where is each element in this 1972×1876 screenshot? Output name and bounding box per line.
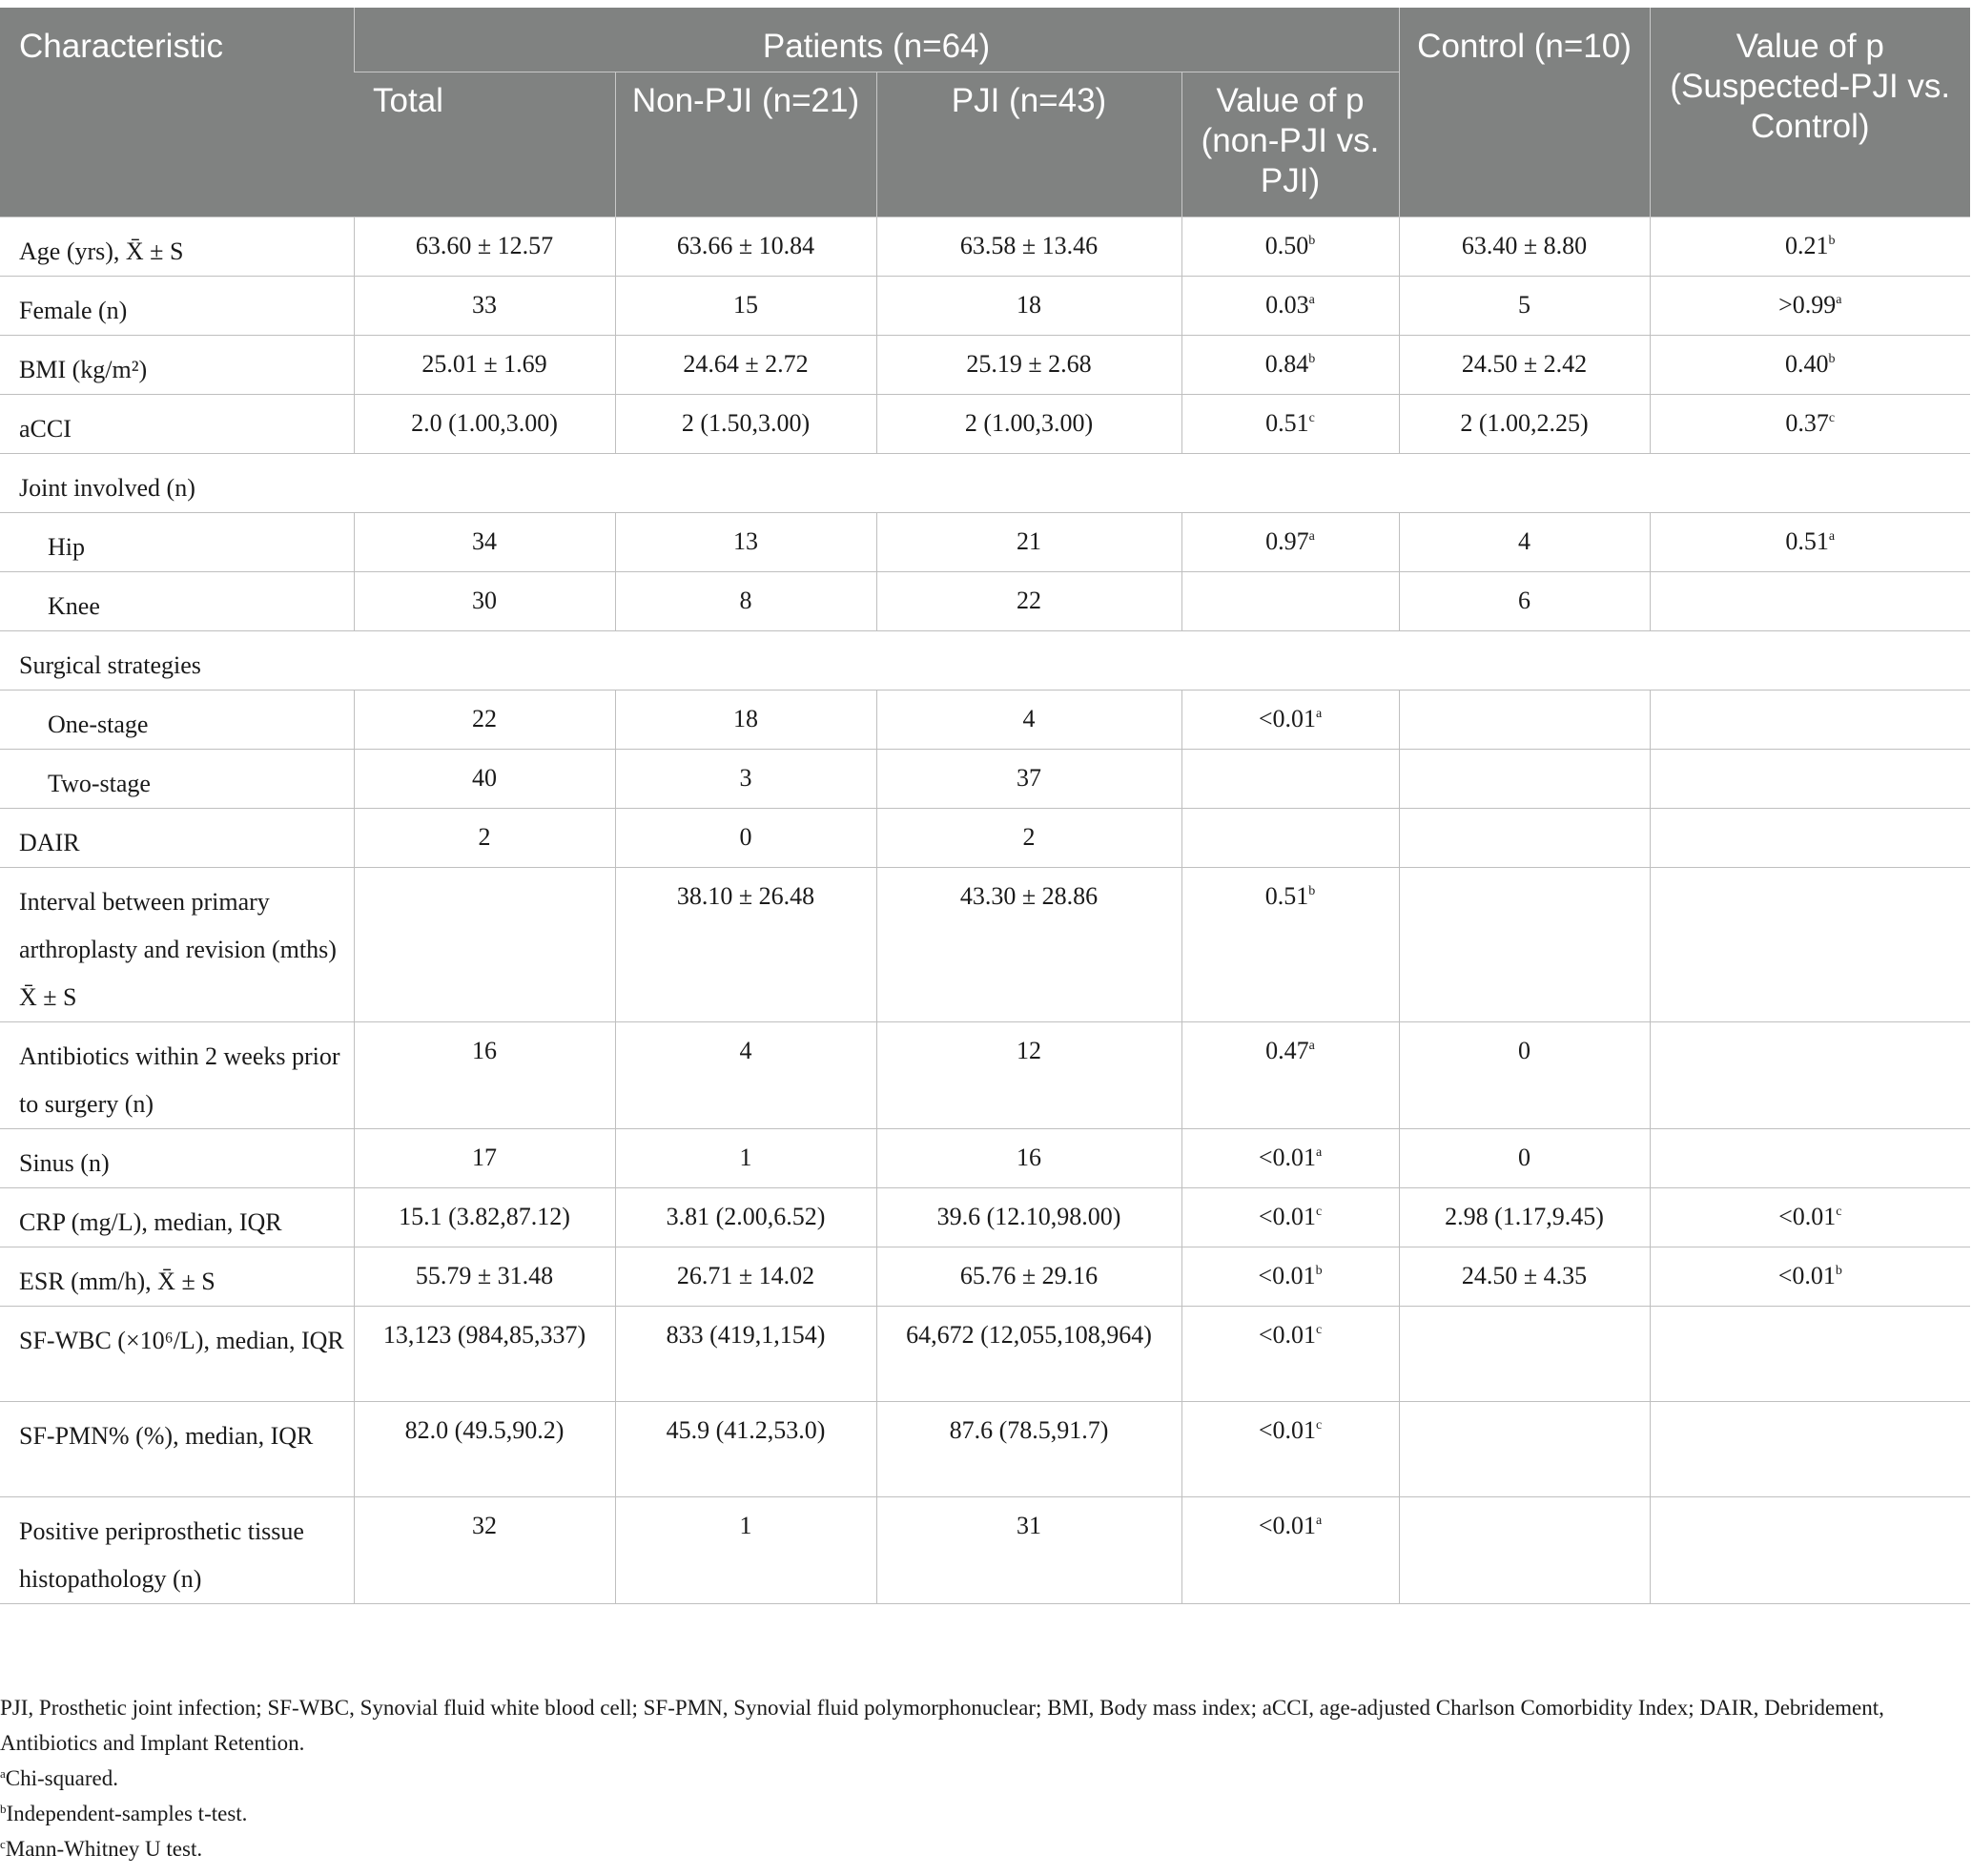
table-row [0, 276, 1970, 335]
cell-pji: 21 [876, 512, 1181, 571]
row-label: Interval between primary arthroplasty and revision (mths) X̄ ± S [0, 867, 354, 1021]
cell-control: 2.98 (1.17,9.45) [1399, 1187, 1650, 1247]
cell-control [1399, 867, 1650, 1021]
cell-total: 55.79 ± 31.48 [354, 1247, 615, 1306]
cell-control [1399, 1306, 1650, 1401]
table-body [0, 216, 1970, 1603]
cell-control: 2 (1.00,2.25) [1399, 394, 1650, 453]
table-row [0, 1306, 1970, 1401]
cell-pvalue-nonpji: <0.01$^a$ [1181, 1496, 1399, 1603]
cell-pvalue-suspected: >0.99$^a$ [1650, 276, 1970, 335]
row-label: BMI (kg/m²) [0, 335, 354, 394]
section-label: Joint involved (n) [0, 453, 1970, 512]
row-label: SF-WBC (×10⁶/L), median, IQR [0, 1306, 354, 1401]
cell-total: 2.0 (1.00,3.00) [354, 394, 615, 453]
cell-control: 63.40 ± 8.80 [1399, 216, 1650, 276]
cell-pvalue-suspected: 0.40$^b$ [1650, 335, 1970, 394]
cell-non-pji: 0 [615, 808, 876, 867]
cell-control: 6 [1399, 571, 1650, 630]
header-characteristic: Characteristic [0, 8, 354, 216]
cell-non-pji: 1 [615, 1128, 876, 1187]
table-row [0, 630, 1970, 690]
cell-pvalue-suspected [1650, 1496, 1970, 1603]
cell-total: 33 [354, 276, 615, 335]
cell-pji: 65.76 ± 29.16 [876, 1247, 1181, 1306]
cell-pvalue-nonpji [1181, 571, 1399, 630]
cell-pvalue-suspected [1650, 1021, 1970, 1128]
cell-pji: 2 (1.00,3.00) [876, 394, 1181, 453]
table-row [0, 749, 1970, 808]
cell-non-pji: 833 (419,1,154) [615, 1306, 876, 1401]
cell-pji: 43.30 ± 28.86 [876, 867, 1181, 1021]
cell-pji: 12 [876, 1021, 1181, 1128]
cell-pvalue-nonpji: <0.01$^b$ [1181, 1247, 1399, 1306]
cell-non-pji: 15 [615, 276, 876, 335]
table-row [0, 1401, 1970, 1496]
cell-control [1399, 808, 1650, 867]
header-pvalue-nonpji: Value of p (non-PJI vs. PJI) [1181, 72, 1399, 216]
cell-control [1399, 1496, 1650, 1603]
cell-pvalue-nonpji: <0.01$^c$ [1181, 1187, 1399, 1247]
row-label: DAIR [0, 808, 354, 867]
footnote-b: $^b$Independent-samples t-test. [0, 1802, 248, 1825]
cell-pji: 18 [876, 276, 1181, 335]
cell-non-pji: 13 [615, 512, 876, 571]
cell-pvalue-nonpji: 0.51$^c$ [1181, 394, 1399, 453]
section-label: Surgical strategies [0, 630, 1970, 690]
cell-total: 34 [354, 512, 615, 571]
cell-non-pji: 2 (1.50,3.00) [615, 394, 876, 453]
cell-pji: 37 [876, 749, 1181, 808]
cell-pvalue-suspected [1650, 571, 1970, 630]
cell-pji: 63.58 ± 13.46 [876, 216, 1181, 276]
cell-pvalue-suspected [1650, 749, 1970, 808]
cell-control: 0 [1399, 1021, 1650, 1128]
cell-total: 17 [354, 1128, 615, 1187]
cell-pvalue-suspected [1650, 808, 1970, 867]
cell-non-pji: 45.9 (41.2,53.0) [615, 1401, 876, 1496]
cell-pji: 31 [876, 1496, 1181, 1603]
cell-pvalue-suspected [1650, 1401, 1970, 1496]
cell-pvalue-nonpji: 0.47$^a$ [1181, 1021, 1399, 1128]
footnote-a: $^a$Chi-squared. [0, 1766, 118, 1790]
cell-pvalue-nonpji: <0.01$^a$ [1181, 1128, 1399, 1187]
table-container [0, 8, 1972, 1604]
characteristics-table [0, 8, 1970, 1604]
header-non-pji: Non-PJI (n=21) [615, 72, 876, 216]
cell-non-pji: 26.71 ± 14.02 [615, 1247, 876, 1306]
header-patients: Patients (n=64) [354, 8, 1399, 72]
cell-total: 30 [354, 571, 615, 630]
table-row [0, 453, 1970, 512]
table-row [0, 1247, 1970, 1306]
cell-total: 40 [354, 749, 615, 808]
row-label: Age (yrs), X̄ ± S [0, 216, 354, 276]
row-label: SF-PMN% (%), median, IQR [0, 1401, 354, 1496]
cell-non-pji: 8 [615, 571, 876, 630]
cell-total: 13,123 (984,85,337) [354, 1306, 615, 1401]
header-pvalue-suspected: Value of p (Suspected-PJI vs. Control) [1650, 8, 1970, 216]
cell-control: 24.50 ± 2.42 [1399, 335, 1650, 394]
cell-total: 63.60 ± 12.57 [354, 216, 615, 276]
row-label: CRP (mg/L), median, IQR [0, 1187, 354, 1247]
header-pji: PJI (n=43) [876, 72, 1181, 216]
row-label: Female (n) [0, 276, 354, 335]
cell-control [1399, 1401, 1650, 1496]
row-label: Positive periprosthetic tissue histopathology (n) [0, 1496, 354, 1603]
table-row [0, 690, 1970, 749]
cell-control: 0 [1399, 1128, 1650, 1187]
footnote-abbreviations: PJI, Prosthetic joint infection; SF-WBC, Synovial fluid white blood cell; SF-PMN, Synovial fluid polymorphonuclear; BMI, Body mass index; aCCI, age-adjusted Charlson Comorbidity Index; DAIR, Debridement, Antibiotics and Implant Retention. [0, 1696, 1884, 1755]
cell-non-pji: 3 [615, 749, 876, 808]
table-row [0, 867, 1970, 1021]
cell-pvalue-nonpji: 0.97$^a$ [1181, 512, 1399, 571]
cell-control: 24.50 ± 4.35 [1399, 1247, 1650, 1306]
cell-non-pji: 18 [615, 690, 876, 749]
table-row [0, 808, 1970, 867]
row-label: Antibiotics within 2 weeks prior to surgery (n) [0, 1021, 354, 1128]
cell-non-pji: 38.10 ± 26.48 [615, 867, 876, 1021]
table-row [0, 1496, 1970, 1603]
cell-total [354, 867, 615, 1021]
cell-control: 4 [1399, 512, 1650, 571]
row-label: aCCI [0, 394, 354, 453]
cell-pvalue-suspected [1650, 867, 1970, 1021]
cell-non-pji: 1 [615, 1496, 876, 1603]
cell-pji: 22 [876, 571, 1181, 630]
table-row [0, 1128, 1970, 1187]
table-footnotes [0, 1690, 1964, 1866]
row-label: ESR (mm/h), X̄ ± S [0, 1247, 354, 1306]
cell-pvalue-nonpji [1181, 808, 1399, 867]
table-header [0, 8, 1970, 216]
cell-pji: 16 [876, 1128, 1181, 1187]
cell-non-pji: 63.66 ± 10.84 [615, 216, 876, 276]
table-row [0, 394, 1970, 453]
cell-pvalue-suspected: 0.51$^a$ [1650, 512, 1970, 571]
cell-pvalue-nonpji: 0.51$^b$ [1181, 867, 1399, 1021]
cell-non-pji: 24.64 ± 2.72 [615, 335, 876, 394]
cell-pvalue-nonpji: 0.50$^b$ [1181, 216, 1399, 276]
cell-total: 22 [354, 690, 615, 749]
table-row [0, 1021, 1970, 1128]
cell-pvalue-nonpji [1181, 749, 1399, 808]
header-total: Total [354, 72, 615, 216]
cell-pvalue-suspected: <0.01$^b$ [1650, 1247, 1970, 1306]
cell-control [1399, 690, 1650, 749]
row-label: Hip [0, 512, 354, 571]
cell-pvalue-nonpji: <0.01$^c$ [1181, 1306, 1399, 1401]
cell-pvalue-suspected: 0.21$^b$ [1650, 216, 1970, 276]
cell-pvalue-suspected: <0.01$^c$ [1650, 1187, 1970, 1247]
cell-non-pji: 3.81 (2.00,6.52) [615, 1187, 876, 1247]
table-row [0, 512, 1970, 571]
header-control: Control (n=10) [1399, 8, 1650, 216]
cell-pvalue-nonpji: 0.84$^b$ [1181, 335, 1399, 394]
cell-pvalue-suspected [1650, 1128, 1970, 1187]
cell-total: 82.0 (49.5,90.2) [354, 1401, 615, 1496]
cell-total: 2 [354, 808, 615, 867]
cell-pji: 64,672 (12,055,108,964) [876, 1306, 1181, 1401]
cell-non-pji: 4 [615, 1021, 876, 1128]
cell-pji: 4 [876, 690, 1181, 749]
cell-total: 32 [354, 1496, 615, 1603]
cell-pji: 2 [876, 808, 1181, 867]
cell-pji: 39.6 (12.10,98.00) [876, 1187, 1181, 1247]
table-row [0, 335, 1970, 394]
cell-pji: 87.6 (78.5,91.7) [876, 1401, 1181, 1496]
table-row [0, 571, 1970, 630]
cell-control [1399, 749, 1650, 808]
row-label: Two-stage [0, 749, 354, 808]
cell-pvalue-suspected [1650, 1306, 1970, 1401]
cell-control: 5 [1399, 276, 1650, 335]
row-label: Sinus (n) [0, 1128, 354, 1187]
row-label: One-stage [0, 690, 354, 749]
cell-pvalue-suspected: 0.37$^c$ [1650, 394, 1970, 453]
cell-pvalue-nonpji: <0.01$^a$ [1181, 690, 1399, 749]
cell-pvalue-nonpji: 0.03$^a$ [1181, 276, 1399, 335]
footnote-c: $^c$Mann-Whitney U test. [0, 1837, 203, 1861]
cell-total: 15.1 (3.82,87.12) [354, 1187, 615, 1247]
cell-pvalue-suspected [1650, 690, 1970, 749]
cell-pvalue-nonpji: <0.01$^c$ [1181, 1401, 1399, 1496]
row-label: Knee [0, 571, 354, 630]
cell-total: 16 [354, 1021, 615, 1128]
table-row [0, 1187, 1970, 1247]
cell-total: 25.01 ± 1.69 [354, 335, 615, 394]
table-row [0, 216, 1970, 276]
cell-pji: 25.19 ± 2.68 [876, 335, 1181, 394]
